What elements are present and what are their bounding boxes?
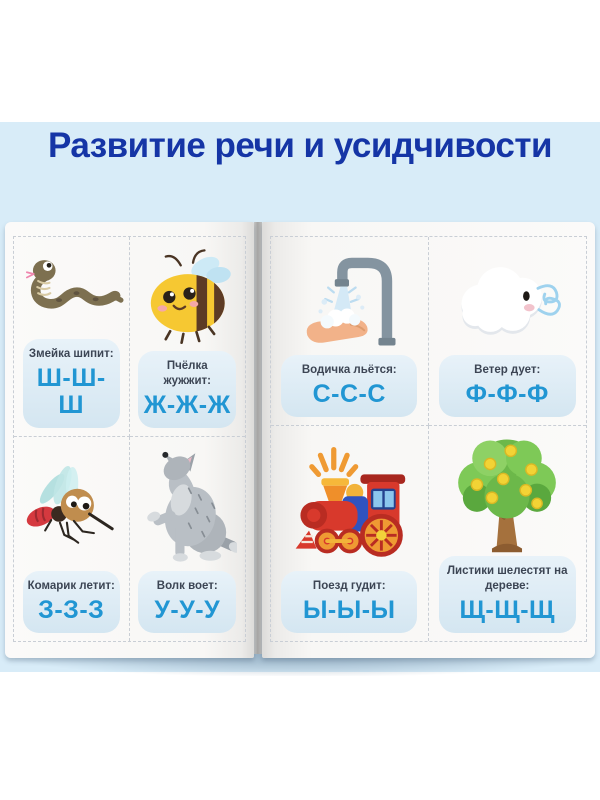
train-icon: [276, 432, 423, 571]
card-caption: Ветер дует:: [474, 364, 541, 376]
wolf-icon: [135, 443, 241, 571]
book-spine: [254, 222, 262, 654]
label-pill: [439, 355, 576, 417]
label-pill: [138, 351, 236, 428]
washing-hands-icon: [276, 243, 423, 355]
page-title: Развитие речи и усидчивости: [47, 126, 553, 165]
mosquito-icon: [19, 443, 124, 571]
card-sound: Ш-Ш-Ш: [36, 364, 106, 419]
card-wolf: [130, 437, 246, 641]
snake-icon: [19, 243, 124, 339]
open-book: [5, 222, 595, 658]
label-pill: [281, 355, 417, 417]
label-pill: [281, 571, 417, 633]
tree-icon: [434, 432, 582, 556]
card-caption: Пчёлка жужжит:: [163, 359, 211, 387]
card-sound: Ы-Ы-Ы: [302, 596, 396, 625]
card-sound: С-С-С: [312, 379, 386, 408]
card-sound: З-З-З: [38, 595, 105, 624]
card-bee: [130, 237, 246, 437]
card-caption: Поезд гудит:: [312, 580, 386, 593]
card-water: [271, 237, 429, 426]
card-caption: Комарик летит:: [27, 579, 115, 592]
label-pill: [439, 556, 576, 633]
label-pill: [23, 339, 120, 427]
card-mosquito: [14, 437, 130, 641]
card-grid-right: [270, 236, 587, 642]
card-grid-left: [13, 236, 246, 642]
label-pill: [23, 571, 120, 633]
wind-cloud-icon: [434, 243, 582, 355]
card-tree: [429, 426, 587, 641]
card-sound: Ф-Ф-Ф: [465, 379, 549, 408]
card-caption: Змейка шипит:: [28, 348, 114, 361]
book-left-page: [5, 222, 254, 658]
card-caption: Волк воет:: [156, 579, 218, 592]
book-right-page: [262, 222, 595, 658]
card-sound: У-У-У: [154, 595, 221, 624]
card-train: [271, 426, 429, 641]
card-sound: Ж-Ж-Ж: [143, 390, 231, 419]
bee-icon: [135, 243, 241, 351]
card-sound: Щ-Щ-Щ: [459, 596, 556, 625]
card-wind: [429, 237, 587, 426]
label-pill: [138, 571, 236, 633]
card-snake: [14, 237, 130, 437]
card-caption: Водичка льётся:: [301, 364, 397, 376]
card-caption: Листики шелестят на дереве:: [446, 565, 568, 593]
